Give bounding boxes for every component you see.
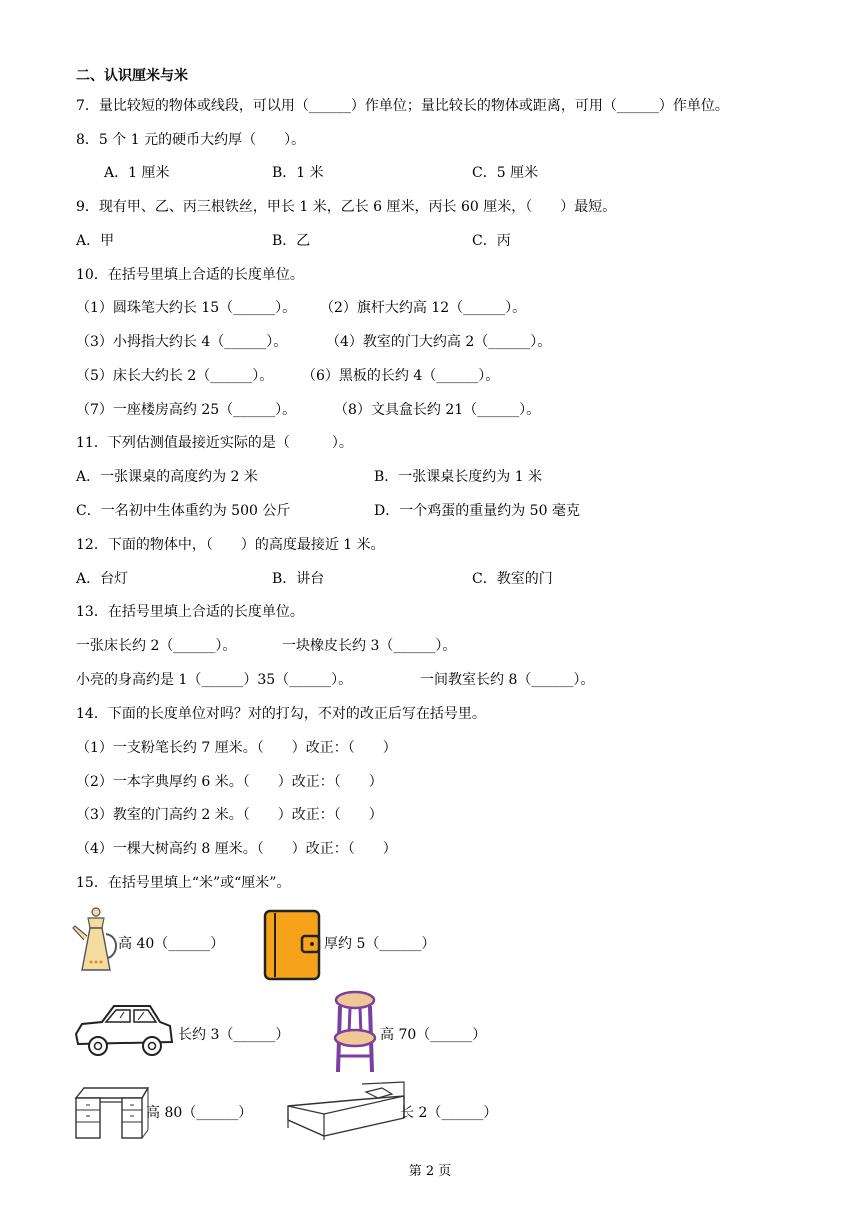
question-12-option-b: B．讲台	[272, 571, 325, 587]
book-icon	[262, 908, 322, 982]
question-10-item-8: （8）文具盒长约 21（______）。	[334, 402, 541, 418]
question-9-option-c: C．丙	[472, 233, 511, 249]
question-13-stem: 13．在括号里填上合适的长度单位。	[76, 604, 304, 620]
question-10-item-3: （3）小拇指大约长 4（______）。	[76, 334, 288, 350]
car-icon	[72, 998, 176, 1062]
bed-icon	[284, 1080, 408, 1142]
q15-book-label: 厚约 5（______）	[324, 936, 436, 952]
question-10-item-1: （1）圆珠笔大约长 15（______）。	[76, 300, 297, 316]
question-10-item-7: （7）一座楼房高约 25（______）。	[76, 402, 297, 418]
question-13-item-4: 一间教室长约 8（______）。	[420, 672, 595, 688]
question-10-stem: 10．在括号里填上合适的长度单位。	[76, 267, 304, 283]
q15-bed-label: 长 2（______）	[400, 1105, 498, 1121]
question-14-item-2: （2）一本字典厚约 6 米。（ ）改正：（ ）	[76, 774, 383, 790]
question-8-stem: 8．5 个 1 元的硬币大约厚（ ）。	[76, 132, 306, 148]
question-10-item-2: （2）旗杆大约高 12（______）。	[320, 300, 527, 316]
question-9-stem: 9．现有甲、乙、丙三根铁丝，甲长 1 米，乙长 6 厘米，丙长 60 厘米，（ ）最短。	[76, 199, 617, 215]
question-13-item-3: 小亮的身高约是 1（______）35（______）。	[76, 672, 353, 688]
q15-stool-label: 高 70（______）	[380, 1027, 487, 1043]
question-11-option-b: B．一张课桌长度约为 1 米	[374, 469, 543, 485]
question-10-item-5: （5）床长大约长 2（______）。	[76, 368, 274, 384]
question-10-item-4: （4）教室的门大约高 2（______）。	[326, 334, 552, 350]
question-15-stem: 15．在括号里填上“米”或“厘米”。	[76, 875, 291, 891]
question-10-item-6: （6）黑板的长约 4（______）。	[302, 368, 500, 384]
question-9-option-a: A．甲	[76, 233, 115, 249]
stool-icon	[330, 990, 380, 1076]
question-12-stem: 12．下面的物体中，（ ）的高度最接近 1 米。	[76, 537, 385, 553]
question-8-option-b: B．1 米	[272, 165, 324, 181]
section-title: 二、认识厘米与米	[76, 68, 188, 84]
question-8-option-a: A．1 厘米	[104, 165, 170, 181]
question-11-option-a: A．一张课桌的高度约为 2 米	[76, 469, 258, 485]
question-9-option-b: B．乙	[272, 233, 311, 249]
q15-car-label: 长约 3（______）	[178, 1027, 290, 1043]
kettle-icon	[70, 906, 120, 976]
question-14-item-1: （1）一支粉笔长约 7 厘米。（ ）改正：（ ）	[76, 740, 397, 756]
q15-desk-label: 高 80（______）	[146, 1105, 253, 1121]
question-11-option-d: D．一个鸡蛋的重量约为 50 毫克	[374, 503, 580, 519]
question-7: 7．量比较短的物体或线段，可以用（______）作单位；量比较长的物体或距离，可用（______）作单位。	[76, 98, 729, 114]
question-14-item-3: （3）教室的门高约 2 米。（ ）改正：（ ）	[76, 807, 383, 823]
question-8-option-c: C．5 厘米	[472, 165, 539, 181]
question-13-item-1: 一张床长约 2（______）。	[76, 638, 237, 654]
desk-icon	[72, 1086, 152, 1140]
question-13-item-2: 一块橡皮长约 3（______）。	[282, 638, 457, 654]
question-11-option-c: C．一名初中生体重约为 500 公斤	[76, 503, 291, 519]
question-14-stem: 14．下面的长度单位对吗？对的打勾，不对的改正后写在括号里。	[76, 706, 486, 722]
page-number: 第 2 页	[408, 1164, 452, 1179]
question-14-item-4: （4）一棵大树高约 8 厘米。（ ）改正：（ ）	[76, 841, 397, 857]
question-12-option-c: C．教室的门	[472, 571, 553, 587]
question-11-stem: 11．下列估测值最接近实际的是（ ）。	[76, 435, 353, 451]
q15-kettle-label: 高 40（______）	[118, 936, 225, 952]
question-12-option-a: A．台灯	[76, 571, 129, 587]
